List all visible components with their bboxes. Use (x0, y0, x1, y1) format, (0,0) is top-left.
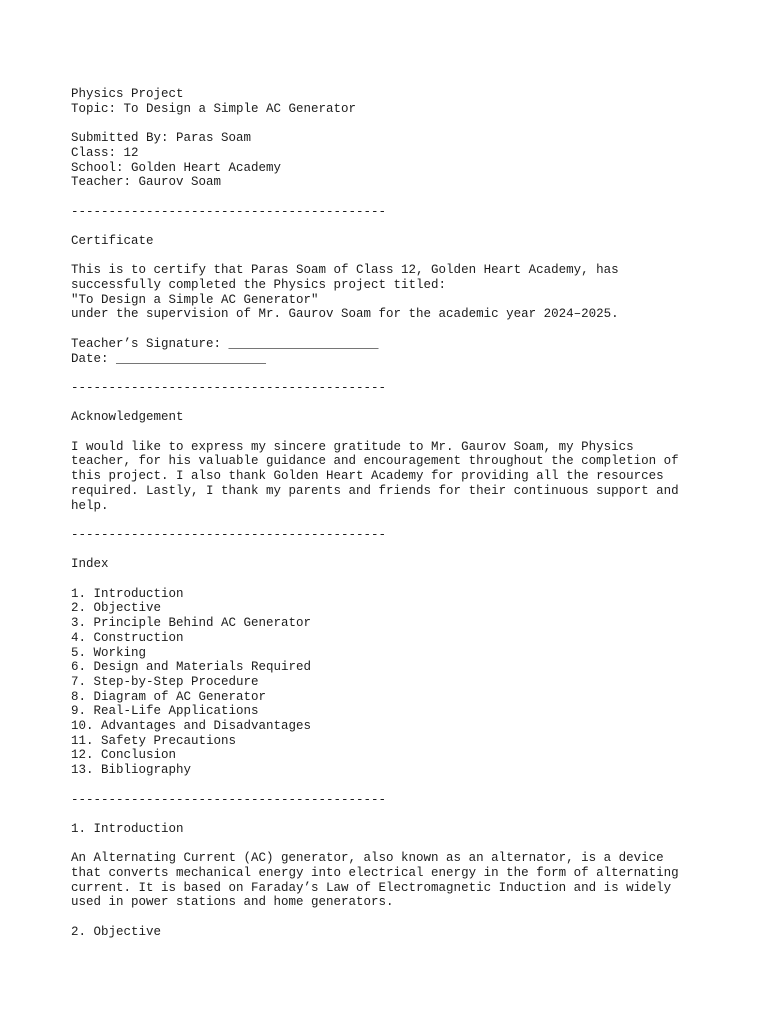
index-item: 2. Objective (71, 601, 162, 616)
teacher-signature-line: Teacher’s Signature: ____________________ (71, 336, 379, 351)
index-item: 4. Construction (71, 630, 184, 645)
school-info: School: Golden Heart Academy (71, 160, 282, 175)
index-item: 13. Bibliography (71, 763, 192, 778)
index-item: 10. Advantages and Disadvantages (71, 719, 312, 734)
date-line: Date: ____________________ (71, 351, 267, 366)
index-item: 12. Conclusion (71, 748, 177, 763)
index-heading: Index (71, 557, 109, 572)
index-item: 7. Step-by-Step Procedure (71, 674, 259, 689)
certificate-text: This is to certify that Paras Soam of Class 12, Golden Heart Academy, has (71, 263, 619, 278)
certificate-text: successfully completed the Physics project titled: (71, 278, 447, 293)
objective-heading: 2. Objective (71, 924, 162, 939)
project-title: Physics Project (71, 87, 184, 101)
teacher-info: Teacher: Gaurov Soam (71, 175, 222, 190)
project-topic: Topic: To Design a Simple AC Generator (71, 101, 357, 116)
index-item: 5. Working (71, 645, 147, 660)
index-item: 3. Principle Behind AC Generator (71, 616, 312, 631)
acknowledgement-text: this project. I also thank Golden Heart Academy for providing all the resources (71, 469, 664, 484)
divider: ------------------------------------------ (71, 204, 387, 219)
introduction-text: current. It is based on Faraday’s Law of Electromagnetic Induction and is widely (71, 880, 672, 895)
acknowledgement-text: teacher, for his valuable guidance and encouragement throughout the completion of (71, 454, 679, 469)
acknowledgement-heading: Acknowledgement (71, 410, 184, 425)
introduction-text: that converts mechanical energy into electrical energy in the form of alternating (71, 866, 679, 881)
document-page (71, 87, 711, 940)
certificate-heading: Certificate (71, 233, 154, 248)
index-item: 6. Design and Materials Required (71, 660, 312, 675)
index-item: 8. Diagram of AC Generator (71, 689, 267, 704)
certificate-text: under the supervision of Mr. Gaurov Soam for the academic year 2024–2025. (71, 307, 619, 322)
submitted-by: Submitted By: Paras Soam (71, 131, 252, 146)
divider: ------------------------------------------ (71, 792, 387, 807)
certificate-text: "To Design a Simple AC Generator" (71, 292, 319, 307)
acknowledgement-text: I would like to express my sincere gratitude to Mr. Gaurov Soam, my Physics (71, 439, 634, 454)
introduction-text: used in power stations and home generators. (71, 895, 394, 910)
introduction-text: An Alternating Current (AC) generator, also known as an alternator, is a device (71, 851, 664, 866)
divider: ------------------------------------------ (71, 527, 387, 542)
index-item: 9. Real-Life Applications (71, 704, 259, 719)
index-item: 1. Introduction (71, 586, 184, 601)
introduction-heading: 1. Introduction (71, 821, 184, 836)
index-item: 11. Safety Precautions (71, 733, 237, 748)
acknowledgement-text: help. (71, 498, 109, 513)
class-info: Class: 12 (71, 145, 139, 160)
divider: ------------------------------------------ (71, 380, 387, 395)
acknowledgement-text: required. Lastly, I thank my parents and friends for their continuous support and (71, 483, 679, 498)
